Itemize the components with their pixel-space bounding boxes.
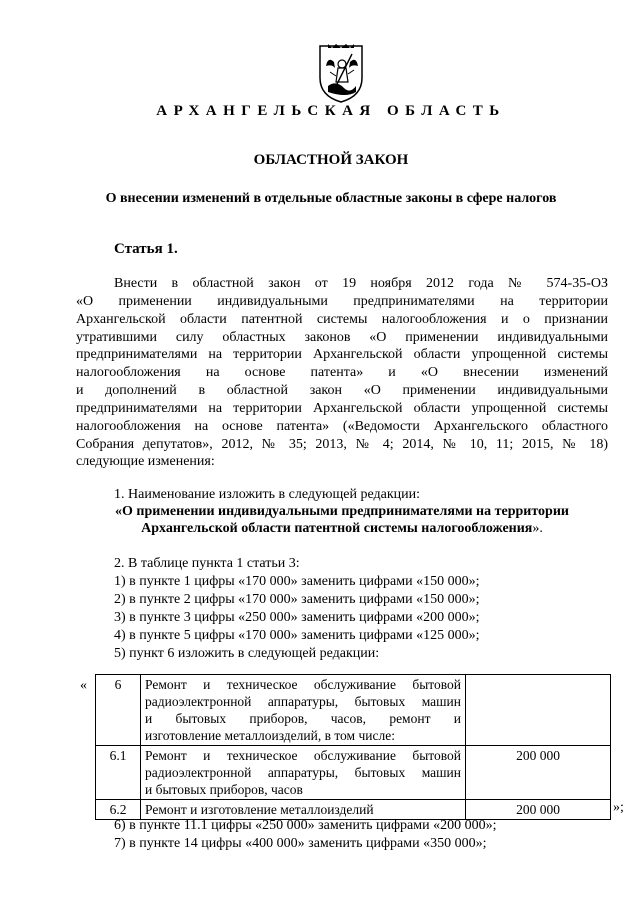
intro-line: утратившими силу областных законов «О применении индивидуальными [76,329,608,345]
table-cell-number: 6.2 [96,800,141,820]
intro-line: Внести в областной закон от 19 ноября 2012 года № 574-35-ОЗ [114,276,608,291]
list-item: 3) в пункте 3 цифры «250 000» заменить цифрами «200 000»; [114,610,480,625]
intro-line: следующие изменения: [76,454,215,470]
table-cell-number: 6 [96,675,141,746]
table-row [96,800,611,820]
intro-line: Архангельской области патентной системы налогообложения и о признании [76,311,608,327]
table-cell-number: 6.1 [96,746,141,800]
item1-new-title-line1: «О применении индивидуальными предпринимателями на территории [115,504,569,519]
coat-of-arms-icon [316,42,366,104]
list-item: 4) в пункте 5 цифры «170 000» заменить цифрами «125 000»; [114,628,480,643]
intro-line: Собрания депутатов», 2012, № 35; 2013, № 4; 2014, № 10, 11; 2015, № 18) [76,436,608,452]
document-title: О внесении изменений в отдельные областные законы в сфере налогов [105,191,557,206]
region-name: АРХАНГЕЛЬСКАЯ ОБЛАСТЬ [156,103,506,119]
intro-line: предпринимателями на территории Архангельской области упрощенной системы [76,400,608,416]
list-item: 1) в пункте 1 цифры «170 000» заменить цифрами «150 000»; [114,574,480,589]
table-cell-value: 200 000 [466,746,611,800]
list-item: 7) в пункте 14 цифры «400 000» заменить цифрами «350 000»; [114,836,487,851]
table-cell-value: 200 000 [466,800,611,820]
intro-line: налогообложения на основе патента» и «О внесении изменений [76,365,608,381]
table-row [96,746,611,800]
list-item: 6) в пункте 11.1 цифры «250 000» заменить цифрами «200 000»; [114,818,497,833]
table-cell-description: Ремонт и техническое обслуживание бытовой радиоэлектронной аппаратуры, бытовых машин и бытовых приборов, часов, ремонт и изготовление металлоизделий, в том числе: [141,675,466,746]
intro-line: налогообложения на основе патента» («Ведомости Архангельского областного [76,418,608,434]
table-quote-open: « [80,678,87,693]
article-intro-paragraph [76,275,608,471]
list-item: 2) в пункте 2 цифры «170 000» заменить цифрами «150 000»; [114,592,480,607]
table-cell-description: Ремонт и изготовление металлоизделий [141,800,466,820]
table-row [96,675,611,746]
item2-intro: 2. В таблице пункта 1 статьи 3: [114,556,300,571]
intro-line: предпринимателями на территории Архангельской области упрощенной системы [76,347,608,363]
intro-line: «О применении индивидуальными предпринимателями на территории [76,293,608,309]
intro-line: и дополнений в областной закон «О применении индивидуальными [76,383,608,399]
article-title: Статья 1. [114,241,178,257]
tariff-table [95,674,611,820]
table-quote-close: »; [613,800,624,815]
table-cell-value [466,675,611,746]
item1-new-title-line2: Архангельской области патентной системы налогообложения». [141,521,543,536]
list-item: 5) пункт 6 изложить в следующей редакции: [114,646,380,661]
item1-intro: 1. Наименование изложить в следующей редакции: [114,487,420,502]
document-type: ОБЛАСТНОЙ ЗАКОН [253,152,409,168]
table-cell-description: Ремонт и техническое обслуживание бытовой радиоэлектронной аппаратуры, бытовых машин и бытовых приборов, часов [141,746,466,800]
